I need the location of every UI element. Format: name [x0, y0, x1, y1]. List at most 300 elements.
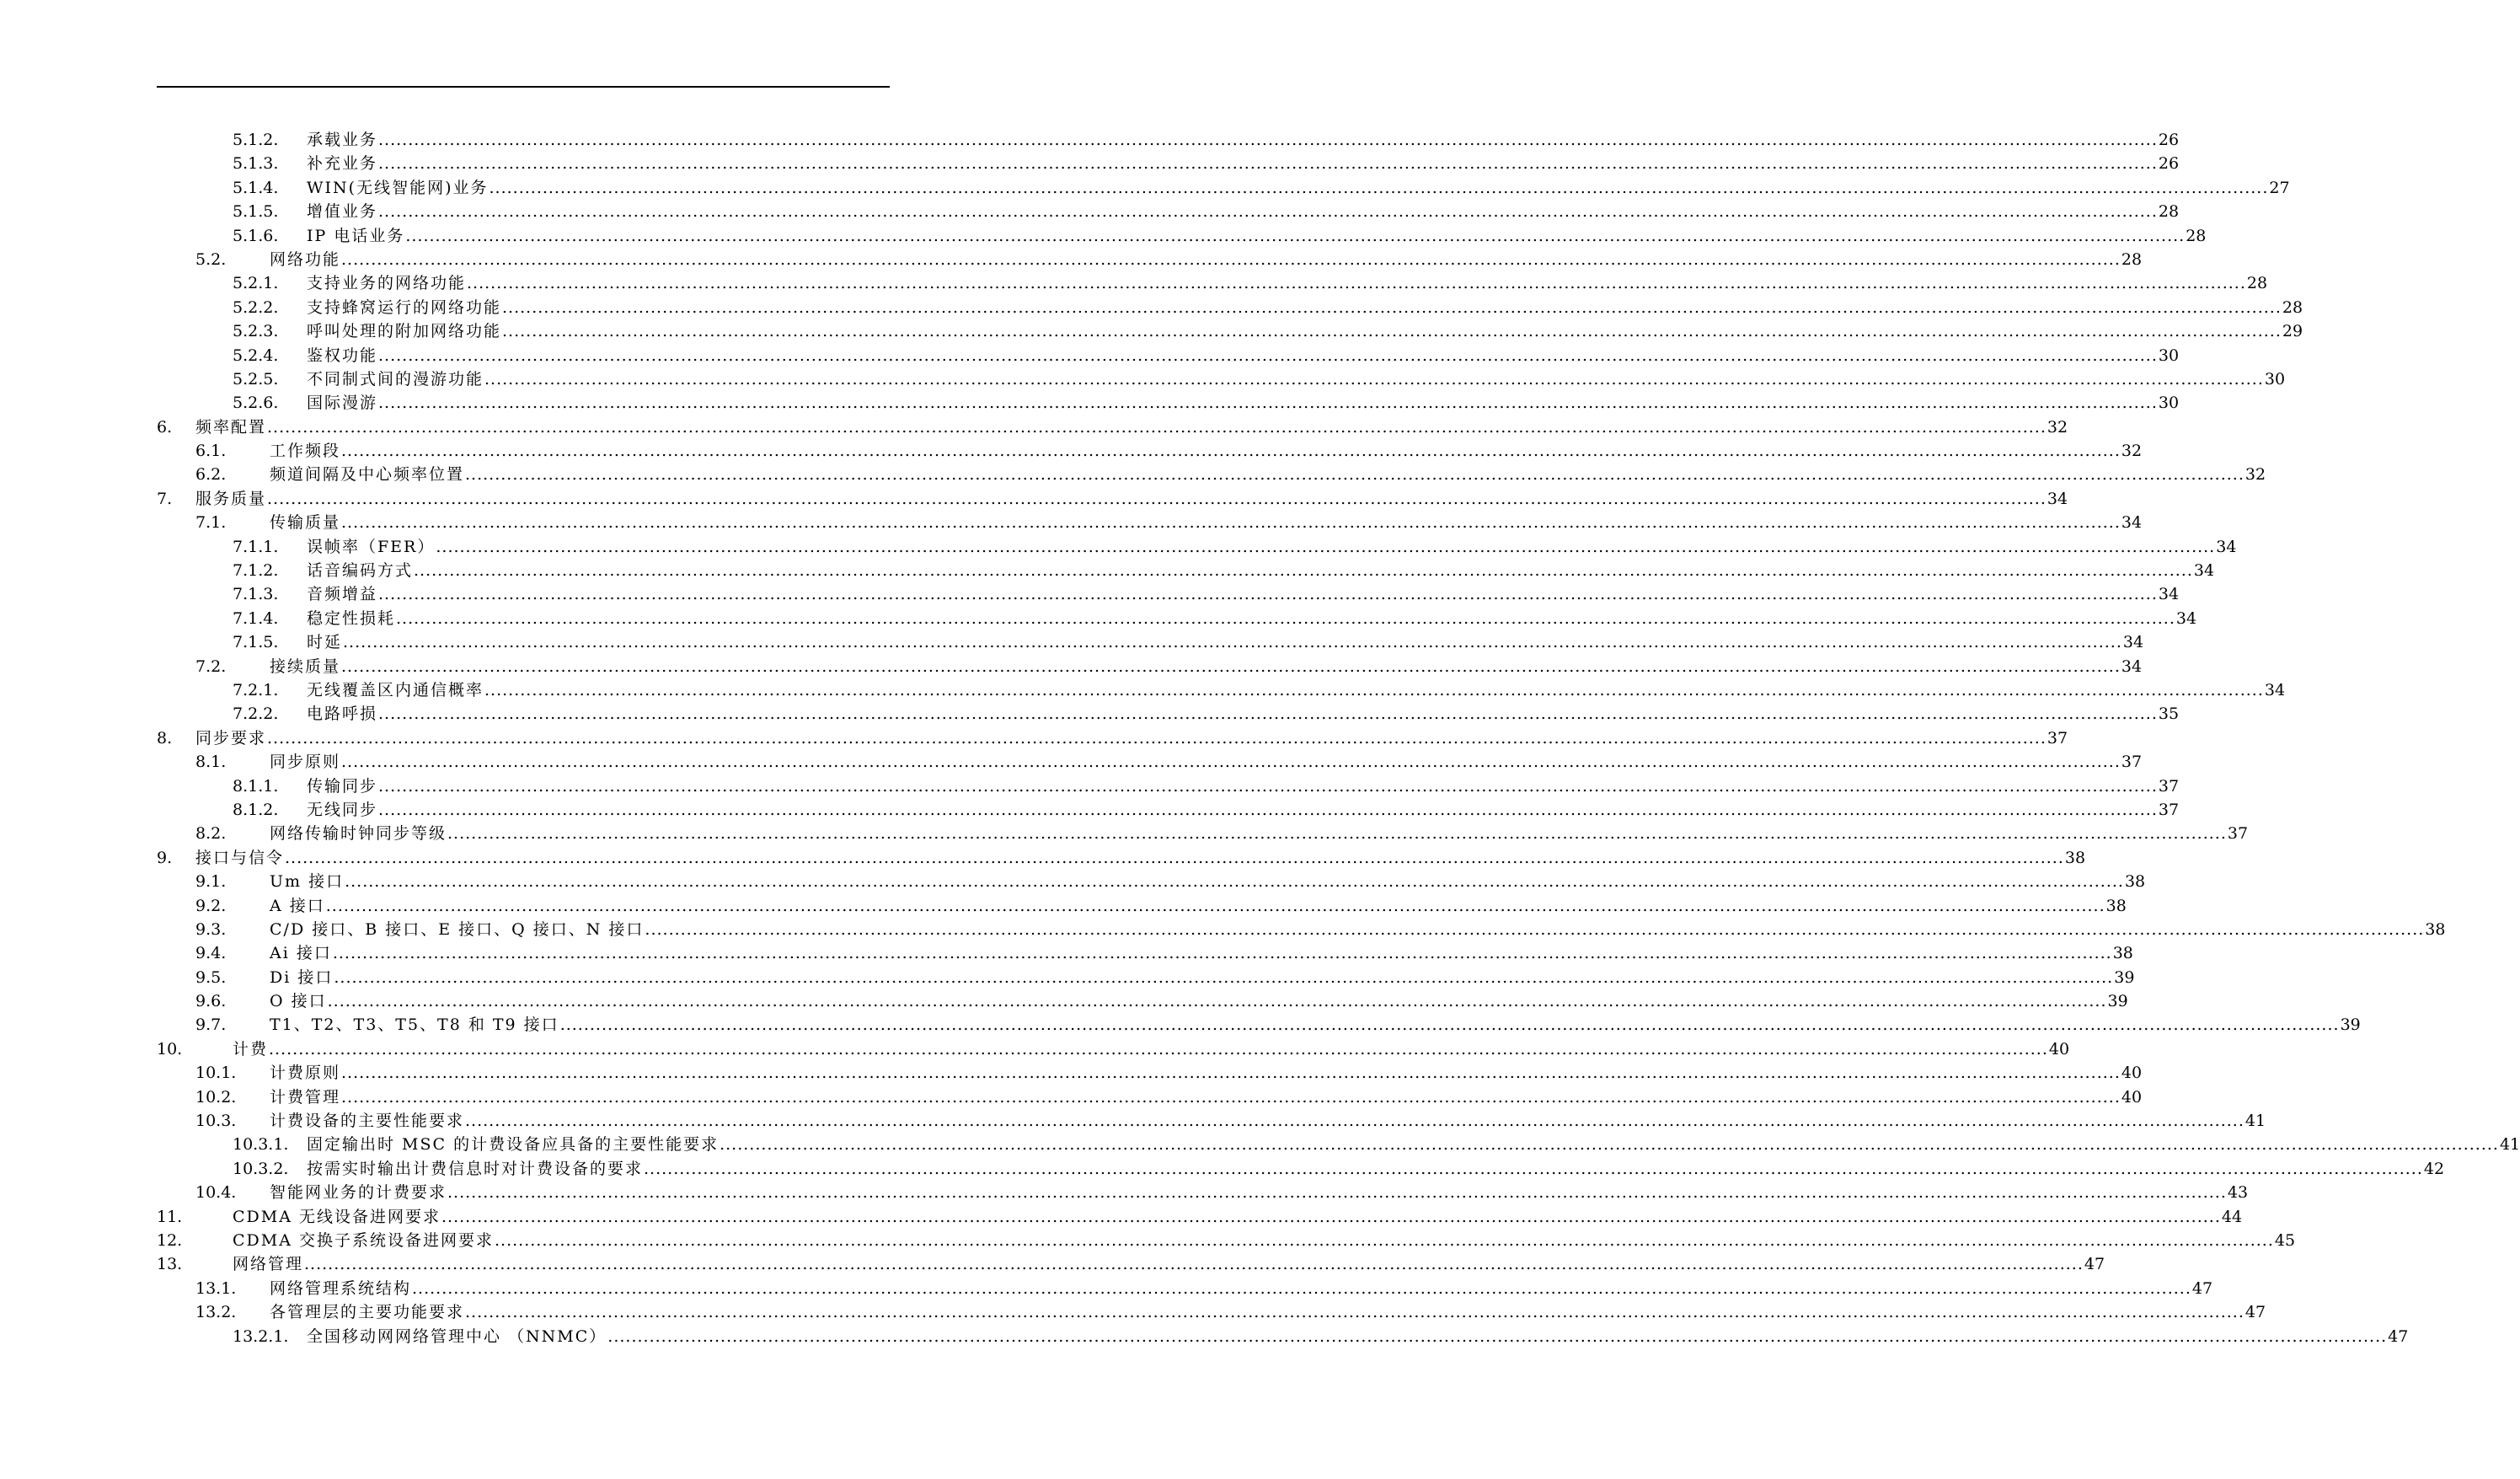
- toc-entry-page: 40: [2048, 1039, 2070, 1058]
- toc-entry-number: 13.2.1.: [233, 1326, 289, 1346]
- toc-entry-line: [233, 1037, 2070, 1061]
- toc-entry-title[interactable]: 不同制式间的漫游功能: [307, 369, 484, 389]
- toc-entry-title[interactable]: 话音编码方式: [307, 561, 414, 581]
- toc-entry-number: 5.2.3.: [233, 322, 279, 341]
- toc-entry-page: 30: [2264, 369, 2286, 389]
- toc-entry-number: 9.1.: [195, 872, 227, 892]
- toc-entry-title[interactable]: 国际漫游: [307, 394, 378, 413]
- toc-entry-number: 10.3.2.: [233, 1159, 289, 1178]
- toc-entry-page: 28: [2121, 249, 2143, 269]
- toc-entry-page: 39: [2114, 967, 2135, 987]
- toc-entry[interactable]: [0, 152, 2180, 175]
- toc-entry-number: 7.: [157, 489, 173, 508]
- toc-entry[interactable]: [0, 1037, 2070, 1061]
- toc-entry-line: [307, 702, 2180, 726]
- toc-leader-dots: ............................................................................................................................................................................................................................................................................................................: [267, 728, 2046, 748]
- toc-leader-dots: ............................................................................................................................................................................................................................................................................................................: [465, 1112, 2244, 1131]
- toc-entry-line: [307, 271, 2268, 295]
- toc-entry-page: 27: [2269, 178, 2290, 197]
- toc-leader-dots: ............................................................................................................................................................................................................................................................................................................: [267, 417, 2046, 437]
- toc-entry-page: 26: [2158, 154, 2180, 174]
- toc-entry-page: 29: [2282, 322, 2303, 341]
- toc-entry-number: 10.: [157, 1039, 183, 1058]
- toc-entry-page: 30: [2158, 394, 2180, 413]
- toc-entry[interactable]: [0, 487, 2068, 511]
- toc-leader-dots: ............................................................................................................................................................................................................................................................................................................: [285, 848, 2064, 867]
- toc-entry-title[interactable]: Um 接口: [270, 872, 345, 892]
- toc-entry-line: [270, 1061, 2143, 1085]
- toc-entry-title[interactable]: CDMA 交换子系统设备进网要求: [233, 1230, 494, 1250]
- toc-entry-number: 9.3.: [195, 919, 227, 939]
- toc-entry-line: [307, 344, 2180, 367]
- toc-entry-number: 10.2.: [195, 1087, 237, 1107]
- toc-entry-page: 37: [2046, 728, 2068, 748]
- toc-entry-number: 5.1.5.: [233, 202, 279, 222]
- toc-entry-title[interactable]: 网络管理系统结构: [270, 1278, 412, 1298]
- toc-entry-line: [307, 559, 2215, 582]
- toc-entry[interactable]: [0, 1277, 2213, 1300]
- toc-entry[interactable]: [0, 224, 2207, 248]
- toc-entry-page: 37: [2158, 776, 2180, 796]
- toc-entry-line: [195, 487, 2068, 511]
- toc-entry[interactable]: [0, 1229, 2296, 1252]
- toc-entry-number: 8.1.2.: [233, 800, 279, 819]
- toc-entry-line: [307, 535, 2237, 559]
- toc-entry[interactable]: [0, 439, 2143, 463]
- toc-leader-dots: ............................................................................................................................................................................................................................................................................................................: [484, 369, 2264, 389]
- toc-leader-dots: ............................................................................................................................................................................................................................................................................................................: [341, 513, 2121, 533]
- toc-entry-line: [233, 1252, 2105, 1276]
- toc-entry[interactable]: [0, 774, 2180, 798]
- toc-entry[interactable]: [0, 559, 2215, 582]
- toc-entry-page: 28: [2246, 274, 2268, 293]
- toc-entry-line: [233, 1229, 2296, 1252]
- toc-entry-line: [307, 798, 2180, 822]
- toc-entry[interactable]: [0, 1205, 2243, 1229]
- toc-entry-title[interactable]: 传输同步: [307, 776, 378, 796]
- toc-entry-page: 35: [2158, 705, 2180, 724]
- toc-leader-dots: ............................................................................................................................................................................................................................................................................................................: [334, 967, 2114, 987]
- toc-entry-number: 8.1.1.: [233, 776, 279, 796]
- toc-entry-page: 34: [2175, 608, 2197, 628]
- toc-leader-dots: ............................................................................................................................................................................................................................................................................................................: [502, 322, 2282, 341]
- toc-leader-dots: ............................................................................................................................................................................................................................................................................................................: [341, 1064, 2121, 1083]
- toc-entry-page: 28: [2186, 226, 2207, 245]
- toc-entry[interactable]: [0, 1300, 2266, 1324]
- toc-leader-dots: ............................................................................................................................................................................................................................................................................................................: [343, 633, 2122, 652]
- toc-leader-dots: ............................................................................................................................................................................................................................................................................................................: [502, 297, 2282, 317]
- toc-entry-number: 8.1.: [195, 753, 227, 772]
- toc-entry-number: 5.2.4.: [233, 346, 279, 365]
- toc-entry-number: 7.2.: [195, 656, 227, 676]
- toc-entry-page: 40: [2121, 1064, 2143, 1083]
- toc-leader-dots: ............................................................................................................................................................................................................................................................................................................: [484, 680, 2264, 699]
- toc-entry-page: 41: [2244, 1112, 2266, 1131]
- toc-entry[interactable]: [0, 966, 2135, 989]
- toc-entry-title[interactable]: A 接口: [270, 896, 325, 915]
- toc-entry-line: [307, 224, 2207, 248]
- toc-entry-line: [307, 1157, 2445, 1181]
- toc-entry-number: 5.1.2.: [233, 131, 279, 149]
- table-of-contents: [0, 128, 2520, 1348]
- toc-entry-page: 28: [2282, 297, 2303, 317]
- toc-entry[interactable]: [0, 415, 2068, 439]
- toc-entry-title[interactable]: 误帧率（FER）: [307, 537, 436, 556]
- toc-entry[interactable]: [0, 918, 2446, 941]
- toc-entry[interactable]: [0, 1013, 2361, 1037]
- toc-entry-title[interactable]: 同步要求: [195, 728, 267, 748]
- toc-entry-line: [307, 1325, 2409, 1348]
- toc-entry-page: 38: [2064, 848, 2086, 867]
- toc-leader-dots: ............................................................................................................................................................................................................................................................................................................: [341, 249, 2121, 269]
- toc-entry-title[interactable]: 网络传输时钟同步等级: [270, 824, 447, 844]
- toc-entry-page: 37: [2121, 753, 2143, 772]
- toc-entry-line: [270, 655, 2143, 678]
- toc-entry-number: 13.: [157, 1255, 183, 1274]
- toc-entry-number: 9.6.: [195, 992, 227, 1011]
- toc-entry[interactable]: [0, 296, 2303, 319]
- toc-leader-dots: ............................................................................................................................................................................................................................................................................................................: [327, 992, 2107, 1011]
- toc-entry-number: 7.1.5.: [233, 633, 279, 652]
- toc-entry[interactable]: [0, 750, 2143, 774]
- toc-entry-line: [195, 846, 2086, 870]
- toc-leader-dots: ............................................................................................................................................................................................................................................................................................................: [341, 656, 2121, 676]
- toc-entry[interactable]: [0, 989, 2128, 1013]
- toc-entry-number: 10.1.: [195, 1064, 237, 1083]
- toc-entry-page: 47: [2191, 1278, 2213, 1298]
- toc-entry-line: [307, 774, 2180, 798]
- toc-entry-line: [270, 1300, 2266, 1324]
- toc-entry-line: [270, 1085, 2143, 1109]
- toc-entry[interactable]: [0, 726, 2068, 750]
- toc-entry-line: [307, 1133, 2520, 1156]
- toc-entry-title[interactable]: 计费设备的主要性能要求: [270, 1112, 465, 1131]
- toc-entry-line: [307, 582, 2180, 606]
- toc-entry-page: 34: [2216, 537, 2237, 556]
- toc-entry-page: 41: [2499, 1135, 2520, 1155]
- toc-entry-page: 42: [2423, 1159, 2445, 1178]
- toc-entry[interactable]: [0, 870, 2146, 893]
- toc-entry-title[interactable]: 网络管理: [233, 1255, 304, 1274]
- toc-entry-number: 7.1.2.: [233, 561, 279, 581]
- toc-entry-title[interactable]: 呼叫处理的附加网络功能: [307, 322, 502, 341]
- toc-leader-dots: ............................................................................................................................................................................................................................................................................................................: [489, 178, 2269, 197]
- toc-leader-dots: ............................................................................................................................................................................................................................................................................................................: [378, 202, 2158, 222]
- toc-entry[interactable]: [0, 1109, 2266, 1133]
- toc-leader-dots: ............................................................................................................................................................................................................................................................................................................: [378, 585, 2158, 604]
- toc-entry[interactable]: [0, 702, 2180, 726]
- toc-entry[interactable]: [0, 176, 2290, 200]
- toc-leader-dots: ............................................................................................................................................................................................................................................................................................................: [467, 274, 2246, 293]
- toc-leader-dots: ............................................................................................................................................................................................................................................................................................................: [325, 896, 2105, 915]
- toc-entry-number: 9.2.: [195, 896, 227, 915]
- toc-entry[interactable]: [0, 1061, 2143, 1085]
- toc-entry-title[interactable]: 网络功能: [270, 249, 341, 269]
- toc-leader-dots: ............................................................................................................................................................................................................................................................................................................: [644, 1159, 2423, 1178]
- toc-entry-title[interactable]: 支持蜂窝运行的网络功能: [307, 297, 502, 317]
- toc-entry-number: 7.1.: [195, 513, 227, 533]
- toc-entry[interactable]: [0, 391, 2180, 415]
- toc-entry[interactable]: [0, 128, 2180, 152]
- toc-entry-title[interactable]: 时延: [307, 633, 343, 652]
- toc-entry-title[interactable]: 增值业务: [307, 202, 378, 222]
- toc-leader-dots: ............................................................................................................................................................................................................................................................................................................: [269, 1039, 2048, 1058]
- toc-entry-number: 5.1.6.: [233, 226, 279, 245]
- toc-entry-line: [270, 870, 2146, 893]
- toc-entry-page: 34: [2122, 633, 2144, 652]
- toc-entry-number: 7.1.4.: [233, 608, 279, 628]
- toc-leader-dots: ............................................................................................................................................................................................................................................................................................................: [607, 1326, 2388, 1346]
- toc-entry-page: 32: [2244, 465, 2266, 485]
- toc-entry-page: 34: [2193, 561, 2215, 581]
- toc-entry-line: [270, 989, 2128, 1013]
- toc-leader-dots: ............................................................................................................................................................................................................................................................................................................: [332, 944, 2112, 963]
- toc-entry-number: 7.2.2.: [233, 705, 279, 724]
- toc-leader-dots: ............................................................................................................................................................................................................................................................................................................: [378, 154, 2158, 174]
- toc-entry-number: 5.2.5.: [233, 369, 279, 389]
- toc-entry-title[interactable]: 智能网业务的计费要求: [270, 1183, 447, 1203]
- toc-entry-page: 44: [2221, 1207, 2243, 1226]
- toc-leader-dots: ............................................................................................................................................................................................................................................................................................................: [341, 753, 2121, 772]
- toc-leader-dots: ............................................................................................................................................................................................................................................................................................................: [412, 1278, 2191, 1298]
- toc-entry-page: 32: [2046, 417, 2068, 437]
- toc-entry-page: 47: [2244, 1303, 2266, 1322]
- toc-entry-page: 34: [2121, 513, 2143, 533]
- toc-entry-title[interactable]: CDMA 无线设备进网要求: [233, 1207, 441, 1226]
- toc-entry[interactable]: [0, 941, 2133, 965]
- toc-leader-dots: ............................................................................................................................................................................................................................................................................................................: [441, 1207, 2221, 1226]
- toc-entry-page: 34: [2046, 489, 2068, 508]
- toc-entry-title[interactable]: C/D 接口、B 接口、E 接口、Q 接口、N 接口: [270, 919, 645, 939]
- toc-entry-line: [270, 894, 2127, 918]
- toc-entry-line: [307, 391, 2180, 415]
- toc-entry-number: 13.2.: [195, 1303, 237, 1322]
- toc-entry-number: 13.1.: [195, 1278, 237, 1298]
- toc-entry-line: [307, 200, 2180, 223]
- toc-entry-title[interactable]: 工作频段: [270, 442, 341, 461]
- toc-entry-page: 32: [2121, 442, 2143, 461]
- toc-leader-dots: ............................................................................................................................................................................................................................................................................................................: [341, 442, 2121, 461]
- toc-entry-title[interactable]: 计费管理: [270, 1087, 341, 1107]
- toc-entry-line: [233, 1205, 2243, 1229]
- toc-leader-dots: ............................................................................................................................................................................................................................................................................................................: [378, 131, 2158, 149]
- toc-entry-page: 40: [2121, 1087, 2143, 1107]
- toc-entry[interactable]: [0, 319, 2303, 343]
- toc-entry[interactable]: [0, 655, 2143, 678]
- toc-entry-number: 12.: [157, 1230, 183, 1250]
- toc-entry-title[interactable]: 计费: [233, 1039, 269, 1058]
- toc-entry[interactable]: [0, 607, 2197, 630]
- toc-entry[interactable]: [0, 582, 2180, 606]
- toc-entry-line: [270, 439, 2143, 463]
- toc-entry-line: [270, 463, 2266, 486]
- toc-entry-number: 7.1.1.: [233, 537, 279, 556]
- toc-entry-title[interactable]: 服务质量: [195, 489, 267, 508]
- toc-leader-dots: ............................................................................................................................................................................................................................................................................................................: [447, 824, 2227, 844]
- toc-leader-dots: ............................................................................................................................................................................................................................................................................................................: [645, 919, 2425, 939]
- toc-entry-line: [195, 726, 2068, 750]
- toc-entry-title[interactable]: 电路呼损: [307, 705, 378, 724]
- toc-entry-title[interactable]: 支持业务的网络功能: [307, 274, 467, 293]
- toc-entry-number: 9.4.: [195, 944, 227, 963]
- toc-entry-title[interactable]: Di 接口: [270, 967, 334, 987]
- toc-entry-page: 28: [2158, 202, 2180, 222]
- toc-entry-title[interactable]: 无线覆盖区内通信概率: [307, 680, 484, 699]
- toc-entry-line: [307, 630, 2144, 654]
- toc-entry-line: [307, 296, 2303, 319]
- toc-entry-line: [195, 415, 2068, 439]
- toc-entry-title[interactable]: 全国移动网网络管理中心 （NNMC）: [307, 1326, 607, 1346]
- toc-entry-number: 9.: [157, 848, 173, 867]
- toc-leader-dots: ............................................................................................................................................................................................................................................................................................................: [559, 1015, 2340, 1035]
- toc-entry-line: [270, 1013, 2361, 1037]
- toc-entry-line: [270, 822, 2249, 845]
- toc-entry-number: 10.3.: [195, 1112, 237, 1131]
- toc-leader-dots: ............................................................................................................................................................................................................................................................................................................: [436, 537, 2216, 556]
- toc-entry-title[interactable]: O 接口: [270, 992, 327, 1011]
- toc-entry-number: 6.2.: [195, 465, 227, 485]
- toc-entry-title[interactable]: T1、T2、T3、T5、T8 和 T9 接口: [270, 1015, 559, 1035]
- toc-leader-dots: ............................................................................................................................................................................................................................................................................................................: [495, 1230, 2274, 1250]
- toc-entry-page: 26: [2158, 131, 2180, 149]
- toc-entry-page: 47: [2388, 1326, 2409, 1346]
- toc-entry[interactable]: [0, 271, 2268, 295]
- toc-entry-line: [307, 176, 2290, 200]
- toc-entry-line: [270, 966, 2135, 989]
- toc-entry-page: 38: [2112, 944, 2133, 963]
- toc-entry[interactable]: [0, 200, 2180, 223]
- toc-entry-number: 8.: [157, 728, 173, 748]
- toc-entry-line: [270, 1109, 2266, 1133]
- toc-entry-page: 43: [2227, 1183, 2249, 1203]
- toc-leader-dots: ............................................................................................................................................................................................................................................................................................................: [465, 465, 2244, 485]
- toc-entry-title[interactable]: 同步原则: [270, 753, 341, 772]
- toc-entry-page: 38: [2105, 896, 2127, 915]
- toc-leader-dots: ............................................................................................................................................................................................................................................................................................................: [465, 1303, 2244, 1322]
- toc-entry[interactable]: [0, 630, 2144, 654]
- toc-entry[interactable]: [0, 535, 2237, 559]
- toc-leader-dots: ............................................................................................................................................................................................................................................................................................................: [396, 608, 2175, 628]
- toc-entry-number: 7.2.1.: [233, 680, 279, 699]
- toc-entry[interactable]: [0, 678, 2286, 702]
- toc-entry-line: [270, 511, 2143, 534]
- toc-entry-number: 9.5.: [195, 967, 227, 987]
- toc-leader-dots: ............................................................................................................................................................................................................................................................................................................: [267, 489, 2046, 508]
- toc-entry-number: 5.2.2.: [233, 297, 279, 317]
- toc-entry[interactable]: [0, 1252, 2105, 1276]
- toc-entry-line: [307, 128, 2180, 152]
- toc-entry[interactable]: [0, 1325, 2409, 1348]
- toc-entry-page: 37: [2158, 800, 2180, 819]
- toc-leader-dots: ............................................................................................................................................................................................................................................................................................................: [378, 800, 2158, 819]
- toc-entry-line: [270, 941, 2133, 965]
- toc-entry-page: 30: [2158, 346, 2180, 365]
- toc-entry-title[interactable]: 计费原则: [270, 1064, 341, 1083]
- toc-entry-title[interactable]: 稳定性损耗: [307, 608, 396, 628]
- toc-entry[interactable]: [0, 511, 2143, 534]
- toc-leader-dots: ............................................................................................................................................................................................................................................................................................................: [345, 872, 2124, 892]
- toc-entry-number: 5.2.1.: [233, 274, 279, 293]
- toc-entry-page: 45: [2274, 1230, 2296, 1250]
- toc-entry-title[interactable]: 按需实时输出计费信息时对计费设备的要求: [307, 1159, 644, 1178]
- toc-entry[interactable]: [0, 894, 2127, 918]
- toc-entry-title[interactable]: 频率配置: [195, 417, 267, 437]
- toc-entry[interactable]: [0, 367, 2286, 391]
- toc-entry[interactable]: [0, 1085, 2143, 1109]
- toc-entry-line: [270, 1181, 2249, 1204]
- toc-entry-page: 39: [2340, 1015, 2361, 1035]
- toc-entry[interactable]: [0, 846, 2086, 870]
- toc-entry-line: [307, 319, 2303, 343]
- toc-entry-page: 39: [2107, 992, 2128, 1011]
- toc-entry-title[interactable]: Ai 接口: [270, 944, 332, 963]
- toc-entry-number: 5.1.4.: [233, 178, 279, 197]
- toc-entry-title[interactable]: 固定输出时 MSC 的计费设备应具备的主要性能要求: [307, 1135, 720, 1155]
- header-rule: [157, 86, 890, 88]
- toc-entry-number: 6.: [157, 417, 173, 437]
- toc-entry-number: 8.2.: [195, 824, 227, 844]
- toc-entry-line: [307, 367, 2286, 391]
- toc-entry-title[interactable]: 音频增益: [307, 585, 378, 604]
- toc-entry-title[interactable]: WIN(无线智能网)业务: [307, 178, 489, 197]
- toc-entry-line: [270, 918, 2446, 941]
- toc-entry-title[interactable]: 接续质量: [270, 656, 341, 676]
- toc-entry-line: [307, 607, 2197, 630]
- toc-leader-dots: ............................................................................................................................................................................................................................................................................................................: [405, 226, 2186, 245]
- toc-leader-dots: ............................................................................................................................................................................................................................................................................................................: [341, 1087, 2121, 1107]
- toc-entry[interactable]: [0, 822, 2249, 845]
- toc-entry-title[interactable]: IP 电话业务: [307, 226, 405, 245]
- toc-entry-title[interactable]: 频道间隔及中心频率位置: [270, 465, 465, 485]
- toc-entry-line: [307, 152, 2180, 175]
- toc-entry-number: 6.1.: [195, 442, 227, 461]
- toc-entry-number: 5.2.6.: [233, 394, 279, 413]
- toc-leader-dots: ............................................................................................................................................................................................................................................................................................................: [378, 394, 2158, 413]
- toc-entry-page: 38: [2124, 872, 2146, 892]
- toc-entry-title[interactable]: 接口与信令: [195, 848, 285, 867]
- toc-leader-dots: ............................................................................................................................................................................................................................................................................................................: [378, 346, 2158, 365]
- toc-entry-line: [307, 678, 2286, 702]
- toc-entry-number: 5.2.: [195, 249, 227, 269]
- toc-leader-dots: ............................................................................................................................................................................................................................................................................................................: [720, 1135, 2499, 1155]
- toc-entry-title[interactable]: 各管理层的主要功能要求: [270, 1303, 465, 1322]
- toc-entry-title[interactable]: 承载业务: [307, 131, 378, 149]
- toc-entry[interactable]: [0, 344, 2180, 367]
- toc-entry-title[interactable]: 鉴权功能: [307, 346, 378, 365]
- toc-entry-number: 5.1.3.: [233, 154, 279, 174]
- toc-entry-title[interactable]: 无线同步: [307, 800, 378, 819]
- toc-leader-dots: ............................................................................................................................................................................................................................................................................................................: [378, 705, 2158, 724]
- toc-entry-line: [270, 1277, 2213, 1300]
- toc-entry[interactable]: [0, 1133, 2520, 1156]
- toc-entry-page: 34: [2264, 680, 2286, 699]
- toc-entry-page: 37: [2227, 824, 2249, 844]
- toc-entry-number: 9.7.: [195, 1015, 227, 1035]
- toc-entry-page: 38: [2425, 919, 2446, 939]
- toc-entry-title[interactable]: 补充业务: [307, 154, 378, 174]
- toc-entry[interactable]: [0, 248, 2143, 271]
- toc-entry[interactable]: [0, 463, 2266, 486]
- toc-entry[interactable]: [0, 1181, 2249, 1204]
- toc-leader-dots: ............................................................................................................................................................................................................................................................................................................: [304, 1255, 2084, 1274]
- toc-entry[interactable]: [0, 1157, 2445, 1181]
- toc-entry-page: 47: [2084, 1255, 2105, 1274]
- toc-leader-dots: ............................................................................................................................................................................................................................................................................................................: [378, 776, 2158, 796]
- toc-entry[interactable]: [0, 798, 2180, 822]
- toc-entry-page: 34: [2158, 585, 2180, 604]
- toc-leader-dots: ............................................................................................................................................................................................................................................................................................................: [414, 561, 2193, 581]
- toc-entry-title[interactable]: 传输质量: [270, 513, 341, 533]
